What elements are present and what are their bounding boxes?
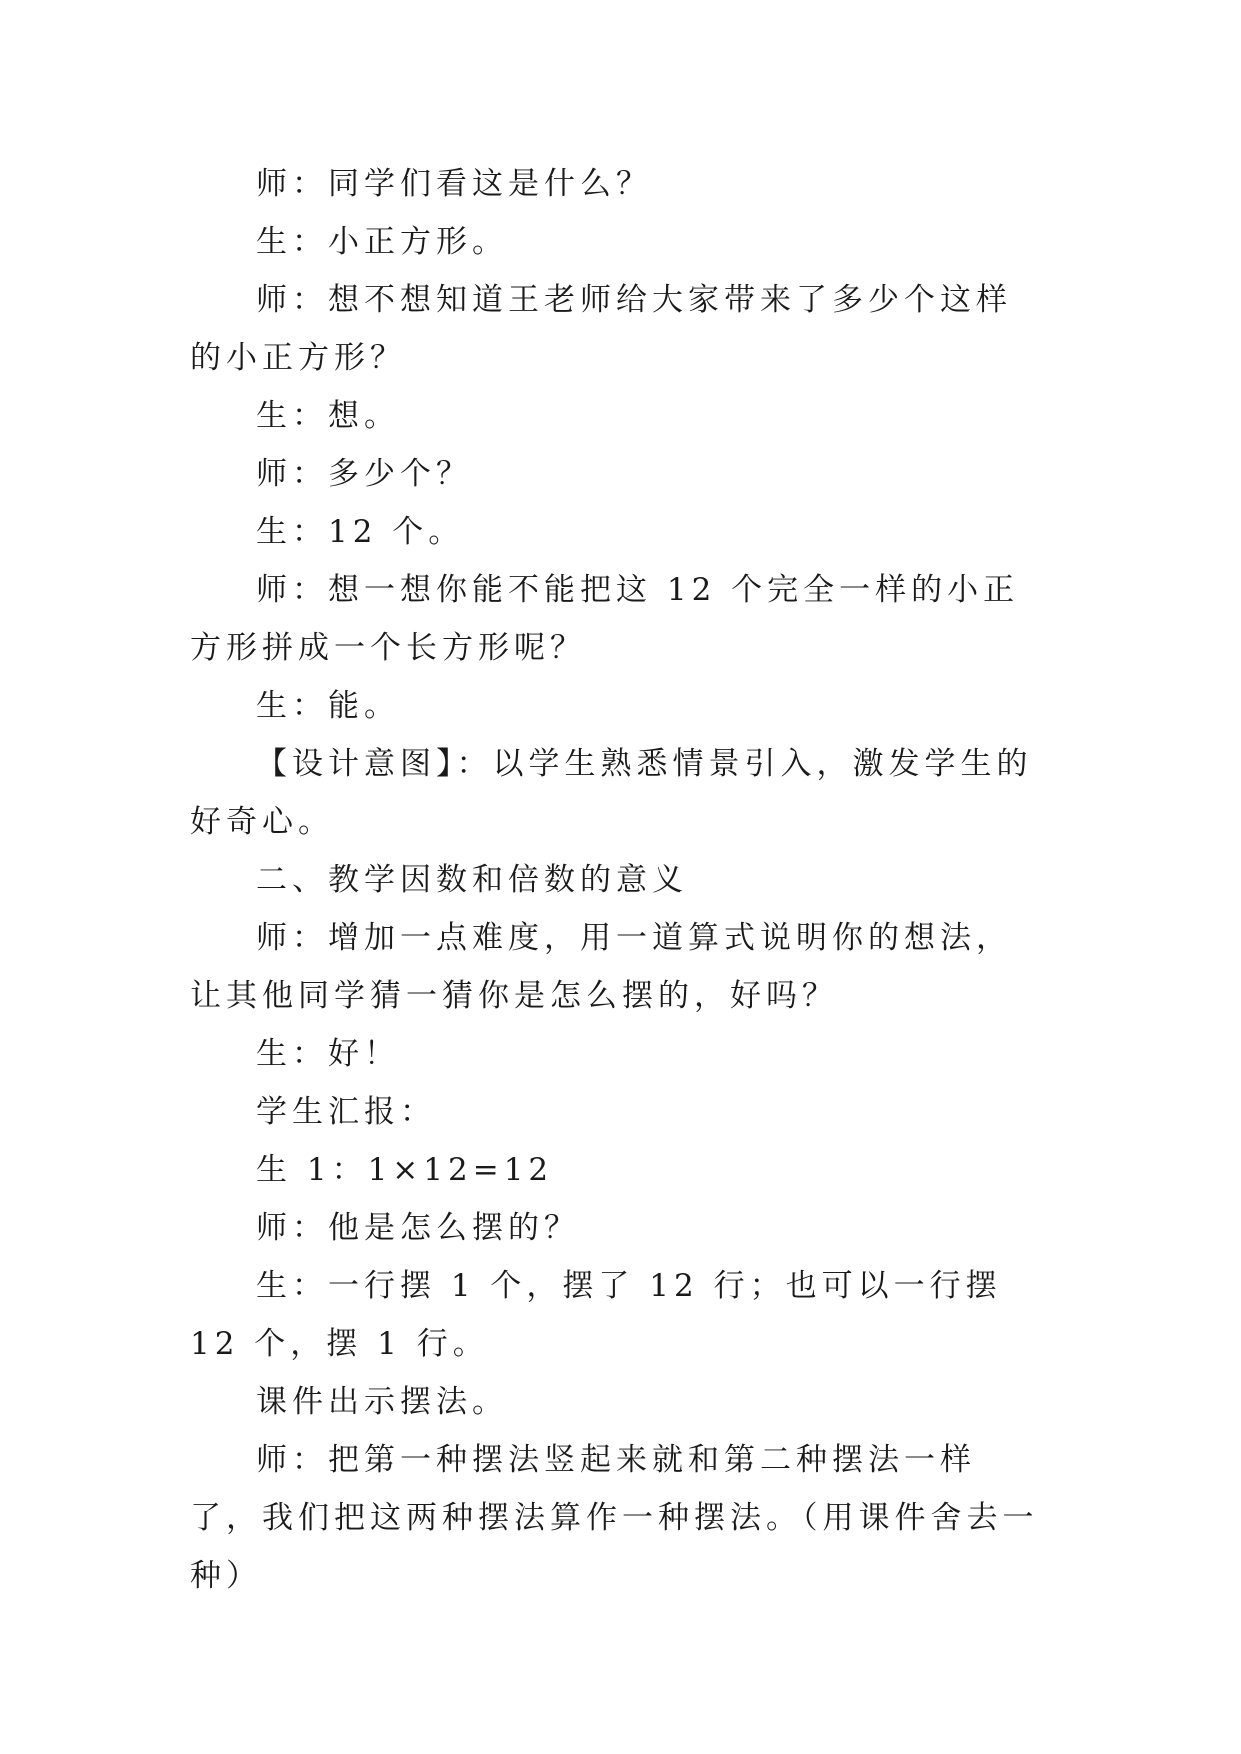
dialogue-line: 师：同学们看这是什么？ bbox=[256, 166, 652, 202]
dialogue-line: 生 1：1×12=12 bbox=[256, 1152, 554, 1188]
dialogue-line: 生：好！ bbox=[256, 1036, 400, 1072]
dialogue-line: 课件出示摆法。 bbox=[256, 1384, 508, 1420]
dialogue-line: 生：想。 bbox=[256, 398, 400, 434]
dialogue-line: 师：多少个？ bbox=[256, 456, 472, 492]
dialogue-line: 生：一行摆 1 个，摆了 12 行；也可以一行摆 12 个，摆 1 行。 bbox=[190, 1268, 1002, 1362]
dialogue-line: 师：想不想知道王老师给大家带来了多少个这样的小正方形？ bbox=[190, 282, 1012, 376]
dialogue-line: 师：想一想你能不能把这 12 个完全一样的小正方形拼成一个长方形呢？ bbox=[190, 572, 1020, 666]
design-intent-note: 【设计意图】：以学生熟悉情景引入，激发学生的好奇心。 bbox=[190, 746, 1033, 840]
dialogue-line: 师：增加一点难度，用一道算式说明你的想法，让其他同学猜一猜你是怎么摆的，好吗？ bbox=[190, 920, 1012, 1014]
dialogue-line: 师：他是怎么摆的？ bbox=[256, 1210, 580, 1246]
dialogue-line: 生：12 个。 bbox=[256, 514, 465, 550]
dialogue-line: 生：小正方形。 bbox=[256, 224, 508, 260]
dialogue-line: 学生汇报： bbox=[256, 1094, 436, 1130]
dialogue-line: 生：能。 bbox=[256, 688, 400, 724]
dialogue-line: 师：把第一种摆法竖起来就和第二种摆法一样了，我们把这两种摆法算作一种摆法。（用课件舍去一种） bbox=[190, 1442, 1039, 1594]
section-heading: 二、教学因数和倍数的意义 bbox=[256, 862, 688, 898]
